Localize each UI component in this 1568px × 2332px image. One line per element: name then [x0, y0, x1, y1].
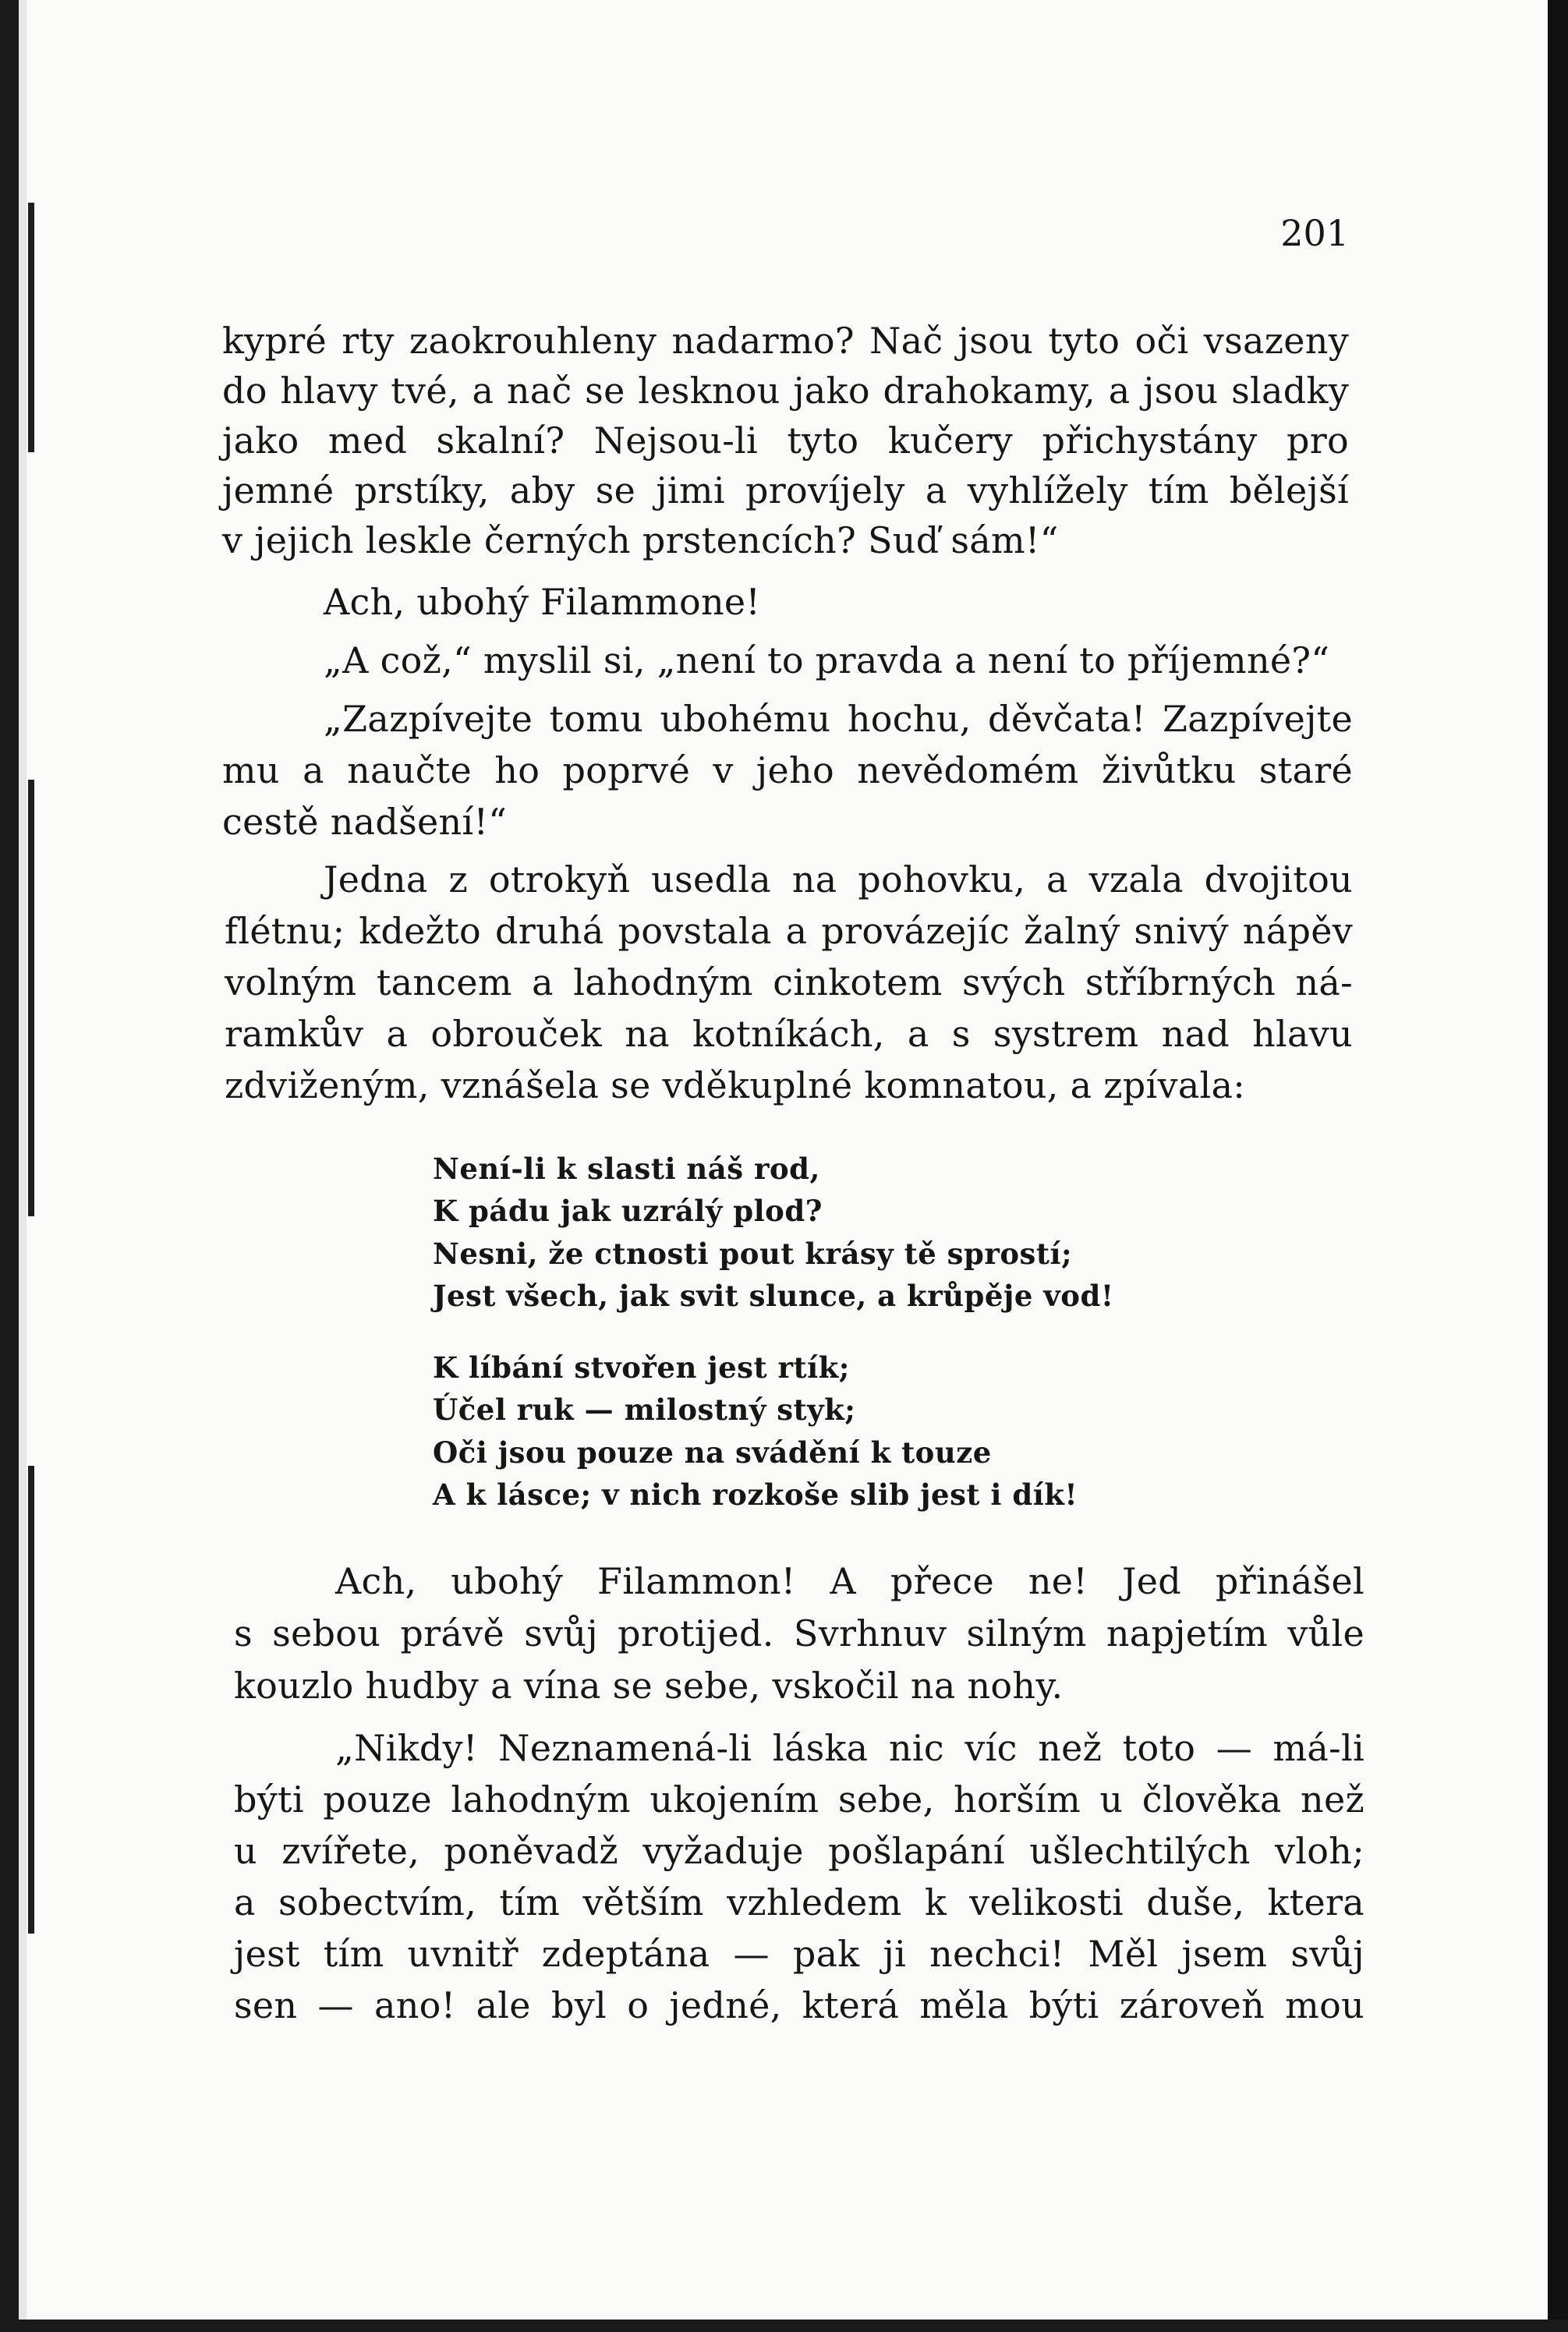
paragraph-line: cestě nadšení!“ [222, 801, 508, 843]
binding-mark [28, 1466, 34, 1934]
scan-bottom-border [0, 2320, 1568, 2332]
verse-line: K pádu jak uzrálý plod? [433, 1194, 823, 1228]
verse-line: Nesni, že ctnosti pout krásy tě sprostí; [433, 1237, 1073, 1271]
verse-line: Jest všech, jak svit slunce, a krůpěje vod! [433, 1279, 1114, 1313]
binding-mark [28, 203, 34, 452]
paragraph-line: s sebou právě svůj protijed. Svrhnuv silným napjetím vůle [234, 1612, 1364, 1654]
paragraph-line: „Nikdy! Neznamená-li láska nic víc než toto — má-li [335, 1727, 1364, 1769]
paragraph-line: u zvířete, poněvadž vyžaduje pošlapání ušlechtilých vloh; [234, 1830, 1364, 1872]
paragraph-line: „Zazpívejte tomu ubohému hochu, děvčata! Zazpívejte [324, 698, 1353, 740]
paragraph-line: mu a naučte ho poprvé v jeho nevědomém živůtku staré [222, 749, 1353, 791]
paragraph-line: Ach, ubohý Filammon! A přece ne! Jed přinášel [335, 1560, 1364, 1602]
paragraph-line: kouzlo hudby a vína se sebe, vskočil na nohy. [234, 1665, 1064, 1707]
paragraph-line: v jejich leskle černých prstencích? Suď sám!“ [222, 519, 1059, 561]
paragraph-line: ramkův a obrouček na kotníkách, a s systrem nad hlavu [225, 1013, 1353, 1055]
paragraph-line: sen — ano! ale byl o jedné, která měla býti zároveň mou [234, 1984, 1364, 2026]
scan-left-margin [19, 0, 27, 2332]
paragraph-line: jemné prstíky, aby se jimi províjely a vyhlížely tím bělejší [222, 469, 1349, 511]
paragraph-line: zdviženým, vznášela se vděkuplné komnatou, a zpívala: [225, 1064, 1246, 1106]
scan-right-border [1548, 0, 1568, 2332]
paragraph-line: volným tancem a lahodným cinkotem svých stříbrných ná- [225, 961, 1353, 1003]
paragraph-line: flétnu; kdežto druhá povstala a provázejíc žalný snivý nápěv [225, 910, 1353, 952]
verse-line: Oči jsou pouze na svádění k touze [433, 1435, 992, 1470]
verse-line: Účel ruk — milostný styk; [433, 1392, 856, 1427]
binding-mark [28, 780, 34, 1216]
paragraph-line: jako med skalní? Nejsou-li tyto kučery přichystány pro [222, 419, 1349, 462]
verse-line: A k lásce; v nich rozkoše slib jest i dík! [433, 1477, 1078, 1512]
paragraph-line: kypré rty zaokrouhleny nadarmo? Nač jsou tyto oči vsazeny [222, 320, 1349, 362]
paragraph-line: jest tím uvnitř zdeptána — pak ji nechci! Měl jsem svůj [234, 1933, 1364, 1975]
paragraph-line: býti pouze lahodným ukojením sebe, horším u člověka než [234, 1778, 1364, 1821]
paragraph-line: Ach, ubohý Filammone! [324, 581, 761, 623]
paragraph-line: a sobectvím, tím větším vzhledem k velikosti duše, ktera [234, 1881, 1364, 1923]
paragraph-line: Jedna z otrokyň usedla na pohovku, a vzala dvojitou [324, 858, 1353, 901]
paragraph-line: „A což,“ myslil si, „není to pravda a není to příjemné?“ [324, 639, 1330, 681]
verse-line: Není-li k slasti náš rod, [433, 1152, 820, 1186]
scan-left-border [0, 0, 19, 2332]
page-number: 201 [1280, 212, 1349, 254]
paragraph-line: do hlavy tvé, a nač se lesknou jako drahokamy, a jsou sladky [222, 370, 1349, 412]
verse-line: K líbání stvořen jest rtík; [433, 1350, 850, 1385]
